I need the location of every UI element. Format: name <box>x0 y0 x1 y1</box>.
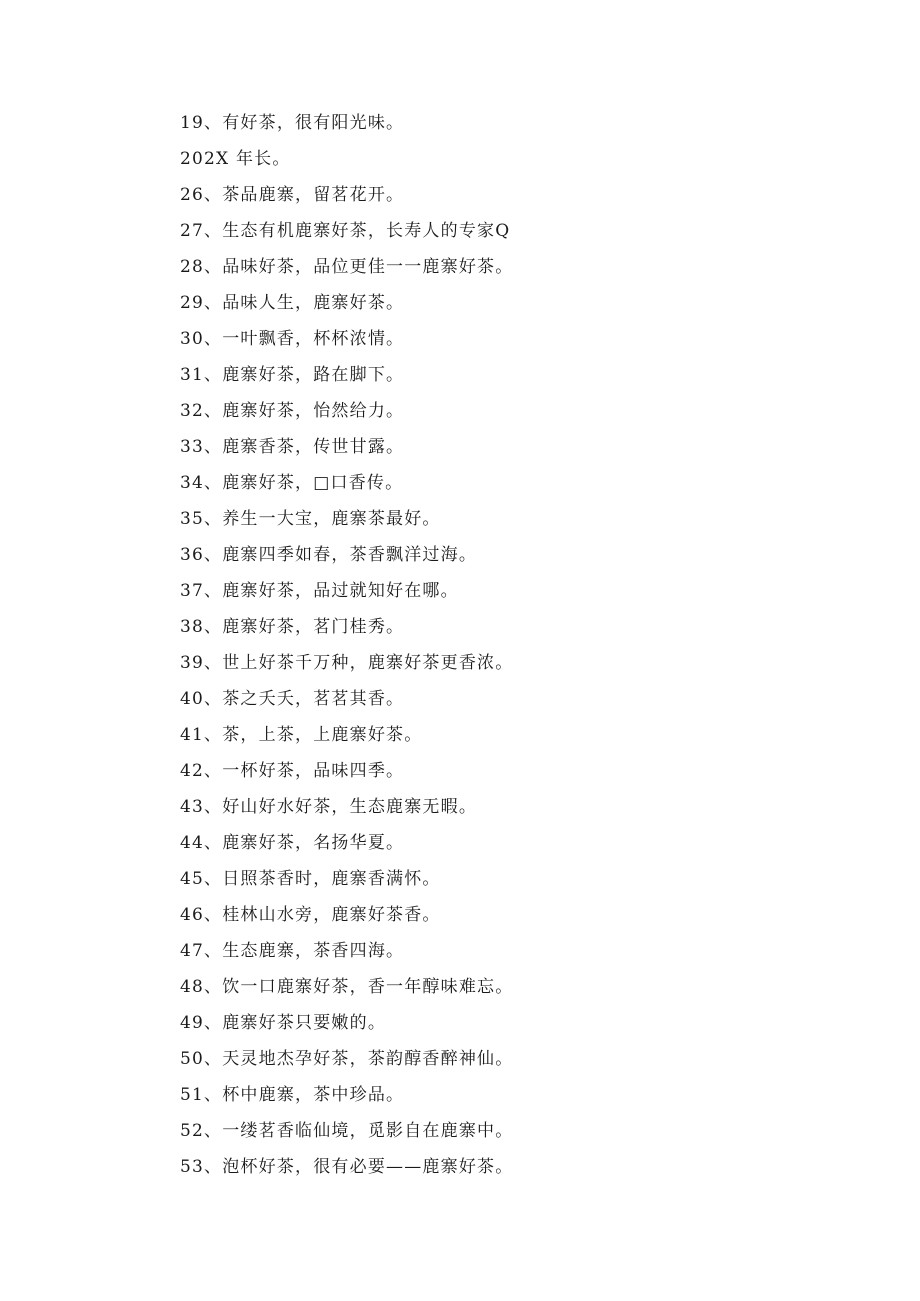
text-line: 48、饮一口鹿寨好茶，香一年醇味难忘。 <box>180 977 514 997</box>
text-line: 51、杯中鹿寨，茶中珍品。 <box>180 1085 405 1105</box>
text-line: 33、鹿寨香茶，传世甘露。 <box>180 437 405 457</box>
text-line: 52、一缕茗香临仙境，觅影自在鹿寨中。 <box>180 1121 514 1141</box>
text-line: 36、鹿寨四季如春，茶香飘洋过海。 <box>180 545 478 565</box>
text-line: 34、鹿寨好茶，□口香传。 <box>180 473 404 493</box>
text-line: 42、一杯好茶，品味四季。 <box>180 761 405 781</box>
text-line: 47、生态鹿寨，茶香四海。 <box>180 941 405 961</box>
text-line: 50、天灵地杰孕好茶，茶韵醇香醉神仙。 <box>180 1049 514 1069</box>
text-line: 44、鹿寨好茶，名扬华夏。 <box>180 833 405 853</box>
text-line: 39、世上好茶千万种，鹿寨好茶更香浓。 <box>180 653 514 673</box>
text-line: 35、养生一大宝，鹿寨茶最好。 <box>180 509 441 529</box>
text-line: 43、好山好水好茶，生态鹿寨无暇。 <box>180 797 478 817</box>
slogan-list <box>180 108 800 1188</box>
text-line: 53、泡杯好茶，很有必要——鹿寨好茶。 <box>180 1157 514 1177</box>
text-line: 37、鹿寨好茶，品过就知好在哪。 <box>180 581 459 601</box>
text-line: 29、品味人生，鹿寨好茶。 <box>180 293 405 313</box>
text-line: 45、日照茶香时，鹿寨香满怀。 <box>180 869 441 889</box>
text-line: 38、鹿寨好茶，茗门桂秀。 <box>180 617 405 637</box>
text-line: 49、鹿寨好茶只要嫩的。 <box>180 1013 387 1033</box>
text-line: 27、生态有机鹿寨好茶，长寿人的专家Q <box>180 221 511 241</box>
text-line: 30、一叶飘香，杯杯浓情。 <box>180 329 405 349</box>
text-line: 202X 年长。 <box>180 149 291 169</box>
text-line: 28、品味好茶，品位更佳一一鹿寨好茶。 <box>180 257 514 277</box>
text-line: 46、桂林山水旁，鹿寨好茶香。 <box>180 905 441 925</box>
text-line: 40、茶之夭夭，茗茗其香。 <box>180 689 405 709</box>
text-line: 31、鹿寨好茶，路在脚下。 <box>180 365 405 385</box>
text-line: 41、茶，上茶，上鹿寨好茶。 <box>180 725 423 745</box>
text-line: 32、鹿寨好茶，怡然给力。 <box>180 401 405 421</box>
text-line: 19、有好茶，很有阳光味。 <box>180 113 405 133</box>
text-line: 26、茶品鹿寨，留茗花开。 <box>180 185 405 205</box>
